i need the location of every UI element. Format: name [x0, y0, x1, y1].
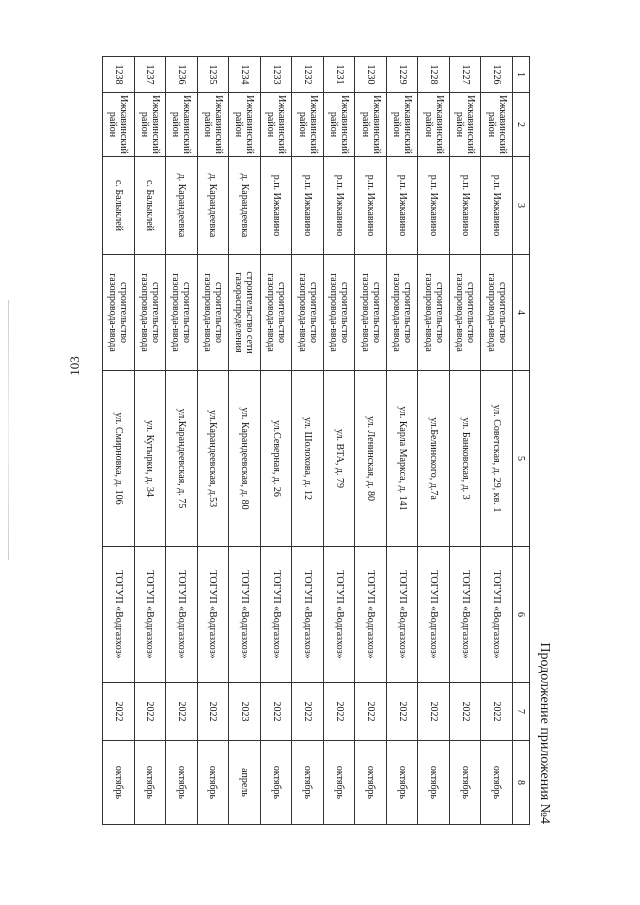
cell-contractor: ТОГУП «Водгазхоз» — [197, 547, 229, 683]
cell-month: октябрь — [103, 741, 135, 825]
cell-month: октябрь — [260, 741, 292, 825]
cell-row-number: 1227 — [449, 57, 481, 93]
cell-address: ул. Смирновка, д. 106 — [103, 371, 135, 547]
cell-work-type: строительство газопровода-ввода — [292, 255, 324, 371]
cell-district: Ижкавинский район — [197, 93, 229, 157]
cell-month: октябрь — [197, 741, 229, 825]
cell-district: Ижкавинский район — [418, 93, 450, 157]
cell-district: Ижкавинский район — [323, 93, 355, 157]
cell-work-type: строительство газопровода-ввода — [260, 255, 292, 371]
cell-year: 2022 — [260, 683, 292, 741]
cell-month: октябрь — [166, 741, 198, 825]
cell-row-number: 1231 — [323, 57, 355, 93]
cell-month: октябрь — [292, 741, 324, 825]
cell-year: 2022 — [103, 683, 135, 741]
cell-year: 2022 — [134, 683, 166, 741]
cell-work-type: строительство сети газораспределения — [229, 255, 261, 371]
cell-address: ул. Советская, д. 29, кв. 1 — [481, 371, 513, 547]
column-header: 1 — [513, 57, 530, 93]
table-row — [323, 57, 355, 825]
cell-address: ул. Карандеевская, д. 80 — [229, 371, 261, 547]
table-row — [229, 57, 261, 825]
cell-district: Ижкавинский район — [355, 93, 387, 157]
cell-district: Ижкавинский район — [449, 93, 481, 157]
cell-address: ул. ВТА, д. 79 — [323, 371, 355, 547]
cell-work-type: строительство газопровода-ввода — [197, 255, 229, 371]
table-row — [197, 57, 229, 825]
cell-year: 2022 — [481, 683, 513, 741]
cell-month: октябрь — [418, 741, 450, 825]
cell-contractor: ТОГУП «Водгазхоз» — [355, 547, 387, 683]
cell-address: ул.Белинского, д.7а — [418, 371, 450, 547]
cell-settlement: р.п. Ижкавино — [418, 157, 450, 255]
cell-contractor: ТОГУП «Водгазхоз» — [323, 547, 355, 683]
cell-year: 2022 — [166, 683, 198, 741]
cell-address: ул.Северная, д. 26 — [260, 371, 292, 547]
cell-address: ул. Карла Маркса, д. 141 — [386, 371, 418, 547]
cell-address: ул.Карандеевская, д.53 — [197, 371, 229, 547]
cell-settlement: р.п. Ижкавино — [481, 157, 513, 255]
data-table — [102, 56, 530, 825]
table-row — [481, 57, 513, 825]
rotated-page — [102, 56, 552, 824]
header-row — [513, 57, 530, 825]
cell-settlement: р.п. Ижкавино — [292, 157, 324, 255]
column-header: 7 — [513, 683, 530, 741]
table-row — [449, 57, 481, 825]
cell-year: 2022 — [197, 683, 229, 741]
cell-contractor: ТОГУП «Водгазхоз» — [481, 547, 513, 683]
table-row — [166, 57, 198, 825]
table-row — [386, 57, 418, 825]
cell-work-type: строительство газопровода-ввода — [449, 255, 481, 371]
cell-address: ул. Кутырки, д. 34 — [134, 371, 166, 547]
cell-month: октябрь — [449, 741, 481, 825]
cell-address: ул.Карандеевская, д. 75 — [166, 371, 198, 547]
cell-year: 2022 — [386, 683, 418, 741]
cell-row-number: 1230 — [355, 57, 387, 93]
cell-contractor: ТОГУП «Водгазхоз» — [229, 547, 261, 683]
cell-contractor: ТОГУП «Водгазхоз» — [166, 547, 198, 683]
cell-contractor: ТОГУП «Водгазхоз» — [134, 547, 166, 683]
table-row — [292, 57, 324, 825]
cell-settlement: р.п. Ижкавино — [355, 157, 387, 255]
cell-district: Ижкавинский район — [386, 93, 418, 157]
cell-district: Ижкавинский район — [134, 93, 166, 157]
cell-month: октябрь — [481, 741, 513, 825]
table-row — [103, 57, 135, 825]
cell-district: Ижкавинский район — [103, 93, 135, 157]
cell-contractor: ТОГУП «Водгазхоз» — [386, 547, 418, 683]
cell-settlement: р.п. Ижкавино — [386, 157, 418, 255]
cell-row-number: 1232 — [292, 57, 324, 93]
cell-row-number: 1229 — [386, 57, 418, 93]
cell-contractor: ТОГУП «Водгазхоз» — [449, 547, 481, 683]
cell-settlement: д. Карандеевка — [166, 157, 198, 255]
scan-artifact — [8, 300, 9, 560]
cell-work-type: строительство газопровода-ввода — [481, 255, 513, 371]
cell-district: Ижкавинский район — [292, 93, 324, 157]
column-header: 2 — [513, 93, 530, 157]
cell-settlement: с. Балыклей — [103, 157, 135, 255]
cell-address: ул. Ленинская, д. 80 — [355, 371, 387, 547]
cell-year: 2022 — [292, 683, 324, 741]
cell-row-number: 1238 — [103, 57, 135, 93]
cell-work-type: строительство газопровода-ввода — [323, 255, 355, 371]
cell-contractor: ТОГУП «Водгазхоз» — [292, 547, 324, 683]
column-header: 6 — [513, 547, 530, 683]
cell-work-type: строительство газопровода-ввода — [418, 255, 450, 371]
cell-contractor: ТОГУП «Водгазхоз» — [260, 547, 292, 683]
cell-month: октябрь — [355, 741, 387, 825]
cell-month: апрель — [229, 741, 261, 825]
cell-settlement: д. Карандеевка — [197, 157, 229, 255]
cell-settlement: р.п. Ижкавино — [449, 157, 481, 255]
cell-year: 2022 — [355, 683, 387, 741]
cell-work-type: строительство газопровода-ввода — [355, 255, 387, 371]
table-row — [355, 57, 387, 825]
table-row — [134, 57, 166, 825]
cell-year: 2022 — [449, 683, 481, 741]
cell-work-type: строительство газопровода-ввода — [386, 255, 418, 371]
cell-work-type: строительство газопровода-ввода — [134, 255, 166, 371]
column-header: 5 — [513, 371, 530, 547]
cell-district: Ижкавинский район — [229, 93, 261, 157]
cell-month: октябрь — [323, 741, 355, 825]
table-body — [103, 57, 530, 825]
cell-district: Ижкавинский район — [166, 93, 198, 157]
column-header: 8 — [513, 741, 530, 825]
cell-row-number: 1234 — [229, 57, 261, 93]
cell-row-number: 1228 — [418, 57, 450, 93]
column-header: 3 — [513, 157, 530, 255]
cell-contractor: ТОГУП «Водгазхоз» — [103, 547, 135, 683]
table-row — [418, 57, 450, 825]
cell-work-type: строительство газопровода-ввода — [166, 255, 198, 371]
cell-district: Ижкавинский район — [481, 93, 513, 157]
cell-year: 2023 — [229, 683, 261, 741]
cell-row-number: 1237 — [134, 57, 166, 93]
cell-district: Ижкавинский район — [260, 93, 292, 157]
cell-month: октябрь — [386, 741, 418, 825]
table-row — [260, 57, 292, 825]
column-header: 4 — [513, 255, 530, 371]
cell-row-number: 1236 — [166, 57, 198, 93]
cell-settlement: р.п. Ижкавино — [323, 157, 355, 255]
cell-settlement: с. Балыклей — [134, 157, 166, 255]
cell-row-number: 1226 — [481, 57, 513, 93]
cell-settlement: д. Карандеевка — [229, 157, 261, 255]
cell-year: 2022 — [418, 683, 450, 741]
cell-work-type: строительство газопровода-ввода — [103, 255, 135, 371]
cell-row-number: 1235 — [197, 57, 229, 93]
appendix-heading: Продолжение приложения №4 — [537, 642, 552, 824]
page-number: 103 — [67, 356, 82, 376]
cell-month: октябрь — [134, 741, 166, 825]
cell-address: ул. Банковская, д. 3 — [449, 371, 481, 547]
cell-address: ул. Шолохова, д. 12 — [292, 371, 324, 547]
cell-row-number: 1233 — [260, 57, 292, 93]
cell-year: 2022 — [323, 683, 355, 741]
cell-settlement: р.п. Ижкавино — [260, 157, 292, 255]
cell-contractor: ТОГУП «Водгазхоз» — [418, 547, 450, 683]
